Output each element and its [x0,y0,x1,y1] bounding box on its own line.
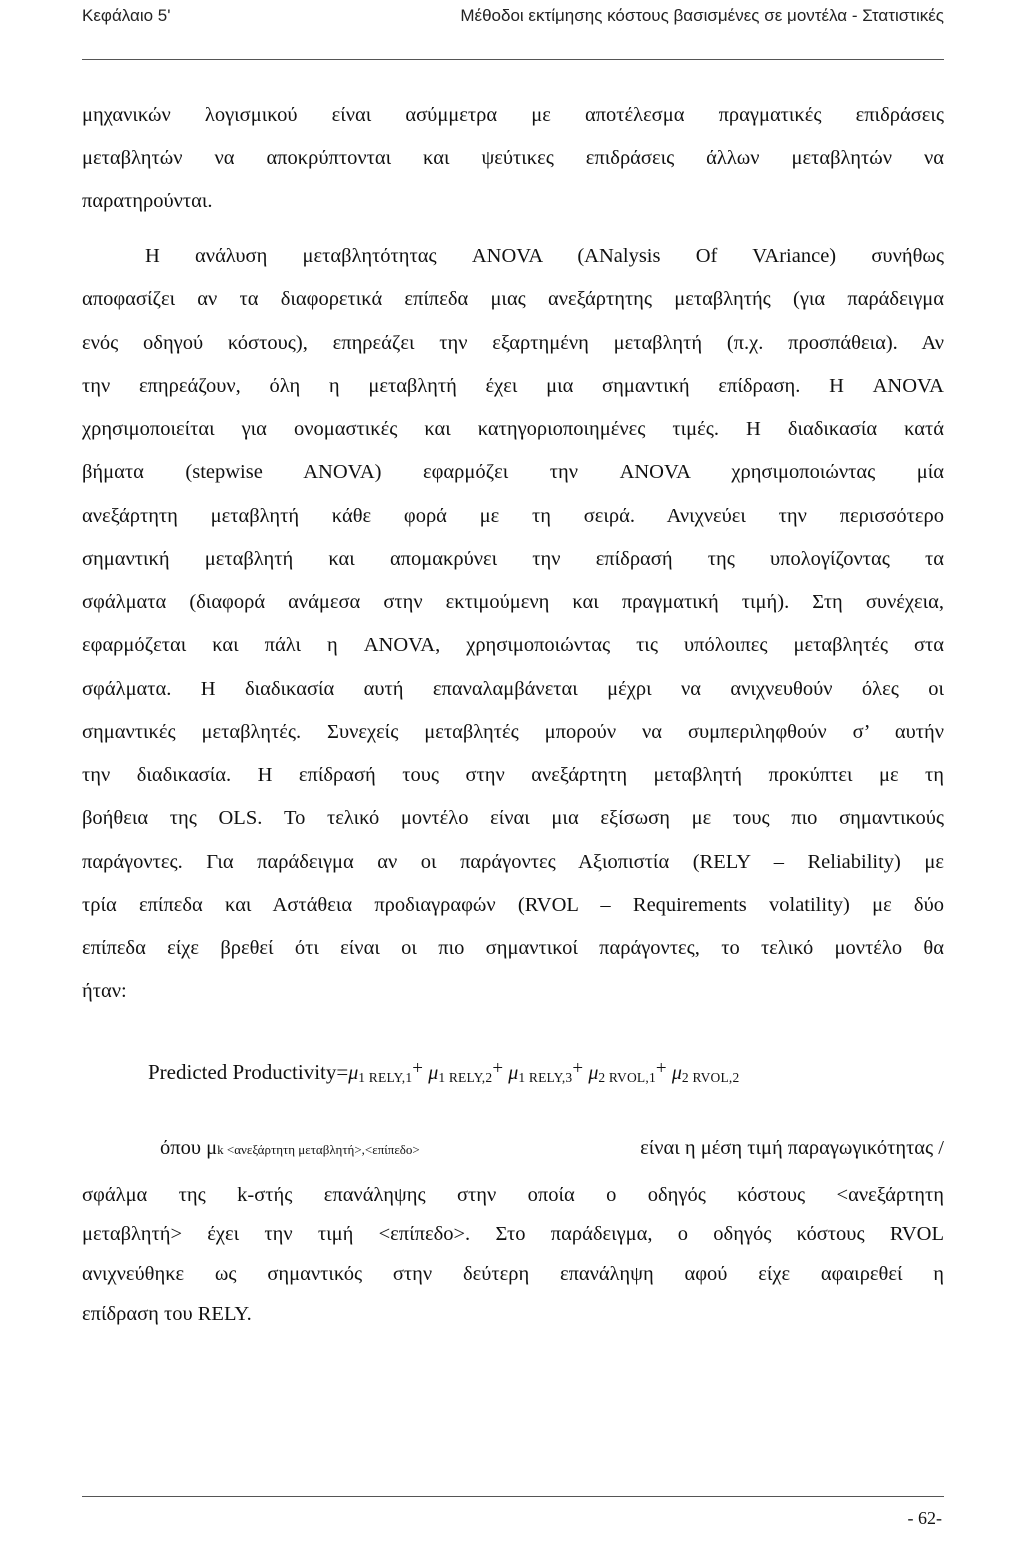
paragraph2-line: βήματα (stepwise ANOVA) εφαρμόζει την ANOVA χρησιμοποιώντας μία [82,461,944,483]
where-prefix: όπου μ [160,1137,218,1159]
paragraph2-line: χρησιμοποιείται για ονομαστικές και κατηγοριοποιημένες τιμές. Η διαδικασία κατά [82,418,944,440]
paragraph3-line: σφάλμα της k-στής επανάληψης στην οποία ο οδηγός κόστους <ανεξάρτητη [82,1184,944,1206]
paragraph2-line: τρία επίπεδα και Αστάθεια προδιαγραφών (RVOL – Requirements volatility) με δύο [82,894,944,916]
paragraph2-line: ανεξάρτητη μεταβλητή κάθε φορά με τη σειρά. Ανιχνεύει την περισσότερο [82,505,944,527]
paragraph2-line: σφάλματα. Η διαδικασία αυτή επαναλαμβάνεται μέχρι να ανιχνευθούν όλες οι [82,678,944,700]
paragraph1-line: μεταβλητών να αποκρύπτονται και ψεύτικες επιδράσεις άλλων μεταβλητών να [82,147,944,169]
paragraph1-line: μηχανικών λογισμικού είναι ασύμμετρα με αποτέλεσμα πραγματικές επιδράσεις [82,104,944,126]
paragraph2-line: ήταν: [82,980,127,1002]
paragraph2-line: βοήθεια της OLS. Το τελικό μοντέλο είναι μια εξίσωση με τους πιο σημαντικούς [82,807,944,829]
formula-lhs: Predicted Productivity [148,1060,337,1084]
formula-plus: + [412,1058,424,1079]
formula-mu: μ [348,1062,359,1084]
productivity-formula [148,1056,739,1091]
header-rule [82,59,944,60]
chapter-label: Κεφάλαιο 5' [82,6,171,25]
level-subscript: <ανεξάρτητη μεταβλητή>,<επίπεδο> [223,1142,420,1157]
formula-mu: μ [428,1062,439,1084]
paragraph2-line: σημαντική μεταβλητή και απομακρύνει την επίδρασή της υπολογίζοντας τα [82,548,944,570]
paragraph2-line: την επηρεάζουν, όλη η μεταβλητή έχει μια σημαντική επίδραση. Η ANOVA [82,375,944,397]
paragraph2-line: επίπεδα είχε βρεθεί ότι είναι οι πιο σημαντικοί παράγοντες, το τελικό μοντέλο θα [82,937,944,959]
formula-plus: + [492,1058,504,1079]
paragraph3-line: μεταβλητή> έχει την τιμή <επίπεδο>. Στο παράδειγμα, ο οδηγός κόστους RVOL [82,1223,944,1245]
k-subscript: k [217,1142,224,1157]
paragraph2-line: εφαρμόζεται και πάλι η ANOVA, χρησιμοποιώντας τις υπόλοιπες μεταβλητές στα [82,634,944,656]
formula-mu: μ [671,1062,682,1084]
formula-equals: = [336,1060,349,1084]
paragraph2-line: σημαντικές μεταβλητές. Συνεχείς μεταβλητές μπορούν να συμπεριληφθούν σ’ αυτήν [82,721,944,743]
where-suffix: είναι η μέση τιμή παραγωγικότητας / [640,1137,944,1159]
paragraph2-line: σφάλματα (διαφορά ανάμεσα στην εκτιμούμενη και πραγματική τιμή). Στη συνέχεια, [82,591,944,613]
paragraph1-line: παρατηρούνται. [82,190,213,212]
formula-mu: μ [588,1062,599,1084]
paragraph2-line: ενός οδηγού κόστους), επηρεάζει την εξαρτημένη μεταβλητή (π.χ. προσπάθεια). Αν [82,332,944,354]
formula-mu: μ [508,1062,519,1084]
running-header [82,6,944,56]
paragraph3-first-line [160,1136,944,1162]
formula-subscript: 2 RVOL,2 [681,1070,740,1085]
paragraph2-line: αποφασίζει αν τα διαφορετικά επίπεδα μιας ανεξάρτητης μεταβλητής (για παράδειγμα [82,288,944,310]
footer-rule [82,1496,944,1497]
formula-plus: + [655,1058,667,1079]
paragraph2-line: Η ανάλυση μεταβλητότητας ANOVA (ANalysis Of VAriance) συνήθως [145,245,944,267]
formula-subscript: 1 RELY,2 [438,1070,493,1085]
section-title: Μέθοδοι εκτίμησης κόστους βασισμένες σε μοντέλα - Στατιστικές [460,6,944,25]
page-number: - 62- [907,1508,942,1528]
paragraph2-line: παράγοντες. Για παράδειγμα αν οι παράγοντες Αξιοπιστία (RELY – Reliability) με [82,851,944,873]
paragraph3-line: ανιχνεύθηκε ως σημαντικός στην δεύτερη επανάληψη αφού είχε αφαιρεθεί η [82,1263,944,1285]
paragraph2-line: την διαδικασία. Η επίδρασή τους στην ανεξάρτητη μεταβλητή προκύπτει με τη [82,764,944,786]
paragraph3-line: επίδραση του RELY. [82,1303,252,1325]
formula-plus: + [572,1058,584,1079]
formula-subscript: 1 RELY,1 [358,1070,413,1085]
where-clause [160,1136,420,1162]
formula-subscript: 2 RVOL,1 [598,1070,656,1085]
formula-subscript: 1 RELY,3 [518,1070,573,1085]
